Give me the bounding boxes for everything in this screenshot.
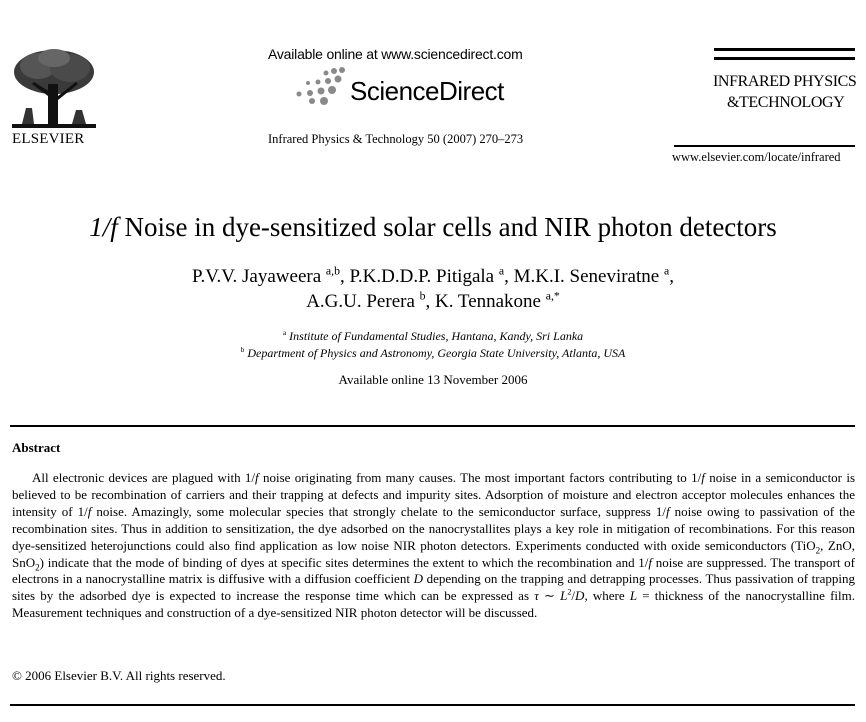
superscript: 2	[567, 588, 572, 598]
affiliation-b	[0, 346, 866, 361]
author-mark[interactable]: a	[498, 264, 505, 278]
elsevier-tree-logo	[8, 46, 100, 134]
affiliation-mark: a	[282, 328, 287, 337]
available-online-date: Available online 13 November 2006	[338, 372, 528, 387]
symbol-tau: τ	[534, 588, 539, 604]
subscript: 2	[815, 545, 821, 556]
author-mark[interactable]: a,*	[545, 289, 560, 303]
abstract-text: All electronic devices are plagued with 1/	[32, 470, 256, 485]
journal-rule-top	[714, 48, 855, 51]
symbol-d: D	[575, 588, 585, 604]
author-separator: ,	[339, 266, 350, 287]
symbol-d: D	[413, 571, 423, 587]
abstract-rule-bottom	[10, 704, 855, 706]
abstract-text: = thickness of the nanocrystalline film. Measurement techniques and construction of a dye-sensitized NIR photon detector will be discussed.	[12, 588, 855, 621]
available-online-line[interactable]: Available online at www.sciencedirect.com	[268, 46, 523, 62]
title-italic-part: 1/f	[89, 212, 118, 242]
author-mark[interactable]: b	[419, 289, 426, 303]
abstract-text: /	[571, 588, 576, 604]
author-mark[interactable]: a,b	[325, 264, 340, 278]
author-separator: ,	[504, 266, 514, 287]
author-separator: ,	[425, 291, 436, 312]
symbol-l: L	[560, 588, 568, 604]
abstract-text: ) indicate that the mode of binding of dyes at specific sites determines the extent to which the recombination and 1/	[39, 554, 649, 570]
author-name[interactable]: A.G.U. Perera	[306, 291, 420, 312]
abstract-text: depending on the trapping and detrapping processes. Thus passivation of trapping sites by the adsorbed dye is expected to increase the response time which can be expressed as	[12, 571, 856, 604]
abstract-heading: Abstract	[12, 440, 61, 455]
journal-rule-second	[714, 57, 855, 60]
affiliation-mark: b	[240, 345, 245, 354]
author-name[interactable]: P.V.V. Jayaweera	[192, 266, 326, 287]
sciencedirect-dots-icon	[290, 66, 350, 106]
symbol-f: f	[87, 503, 92, 519]
abstract-text: , ZnO, SnO	[12, 537, 855, 570]
publisher-name: ELSEVIER	[12, 131, 85, 147]
journal-name-line2: &TECHNOLOGY	[727, 94, 845, 111]
journal-rule-bottom	[674, 145, 855, 147]
author-separator: ,	[669, 266, 674, 287]
article-title	[0, 212, 866, 243]
title-text: Noise in dye-sensitized solar cells and NIR photon detectors	[117, 212, 777, 242]
affiliation-text: Department of Physics and Astronomy, Georgia State University, Atlanta, USA	[244, 346, 626, 360]
abstract-text: noise owing to passivation of the recombination sites. Thus in addition to sensitization, the dye adsorbed on the nanocrystallites plays a key role in mitigation of recombinations. For this reason dye-sensitized heterojunctions could also find application as low noise NIR photon detectors. Experiments conducted with oxide semiconductors (TiO	[12, 503, 856, 553]
sciencedirect-wordmark: ScienceDirect	[350, 76, 504, 106]
author-name[interactable]: M.K.I. Seneviratne	[513, 266, 664, 287]
abstract-text: noise in a semiconductor is believed to be recombination of carriers and their trapping at defects and impurity sites. Adsorption of moisture and electron acceptor molecules enhances the intensity of 1/	[12, 470, 856, 519]
journal-url-link[interactable]: www.elsevier.com/locate/infrared	[672, 150, 841, 164]
abstract-text: , where	[584, 588, 630, 604]
affiliation-text: Institute of Fundamental Studies, Hantana, Kandy, Sri Lanka	[286, 329, 584, 343]
abstract-text: noise are suppressed. The transport of electrons in a nanocrystalline matrix is diffusive with a diffusion coefficient	[12, 554, 855, 587]
subscript: 2	[35, 562, 40, 573]
affiliation-a	[0, 329, 866, 344]
journal-citation: Infrared Physics & Technology 50 (2007) 270–273	[268, 132, 524, 146]
abstract-rule-top	[10, 425, 855, 427]
symbol-f: f	[255, 470, 259, 485]
symbol-f: f	[701, 470, 705, 485]
journal-name-line1: INFRARED PHYSICS	[713, 73, 857, 90]
author-name[interactable]: P.K.D.D.P. Pitigala	[349, 266, 499, 287]
author-name[interactable]: K. Tennakone	[435, 291, 546, 312]
symbol-l: L	[629, 588, 638, 604]
abstract-body	[12, 470, 855, 622]
copyright-notice: © 2006 Elsevier B.V. All rights reserved.	[12, 668, 226, 683]
symbol-f: f	[648, 554, 653, 570]
author-mark[interactable]: a	[663, 264, 670, 278]
author-line-2	[0, 291, 866, 313]
abstract-text: noise originating from many causes. The most important factors contributing to 1/	[258, 470, 702, 485]
abstract-text: noise. Amazingly, some molecular species that strongly chelate to the semiconductor surface, suppress 1/	[91, 503, 666, 519]
symbol-f: f	[665, 503, 670, 519]
abstract-text: ∼	[538, 588, 561, 604]
author-line-1	[0, 266, 866, 288]
